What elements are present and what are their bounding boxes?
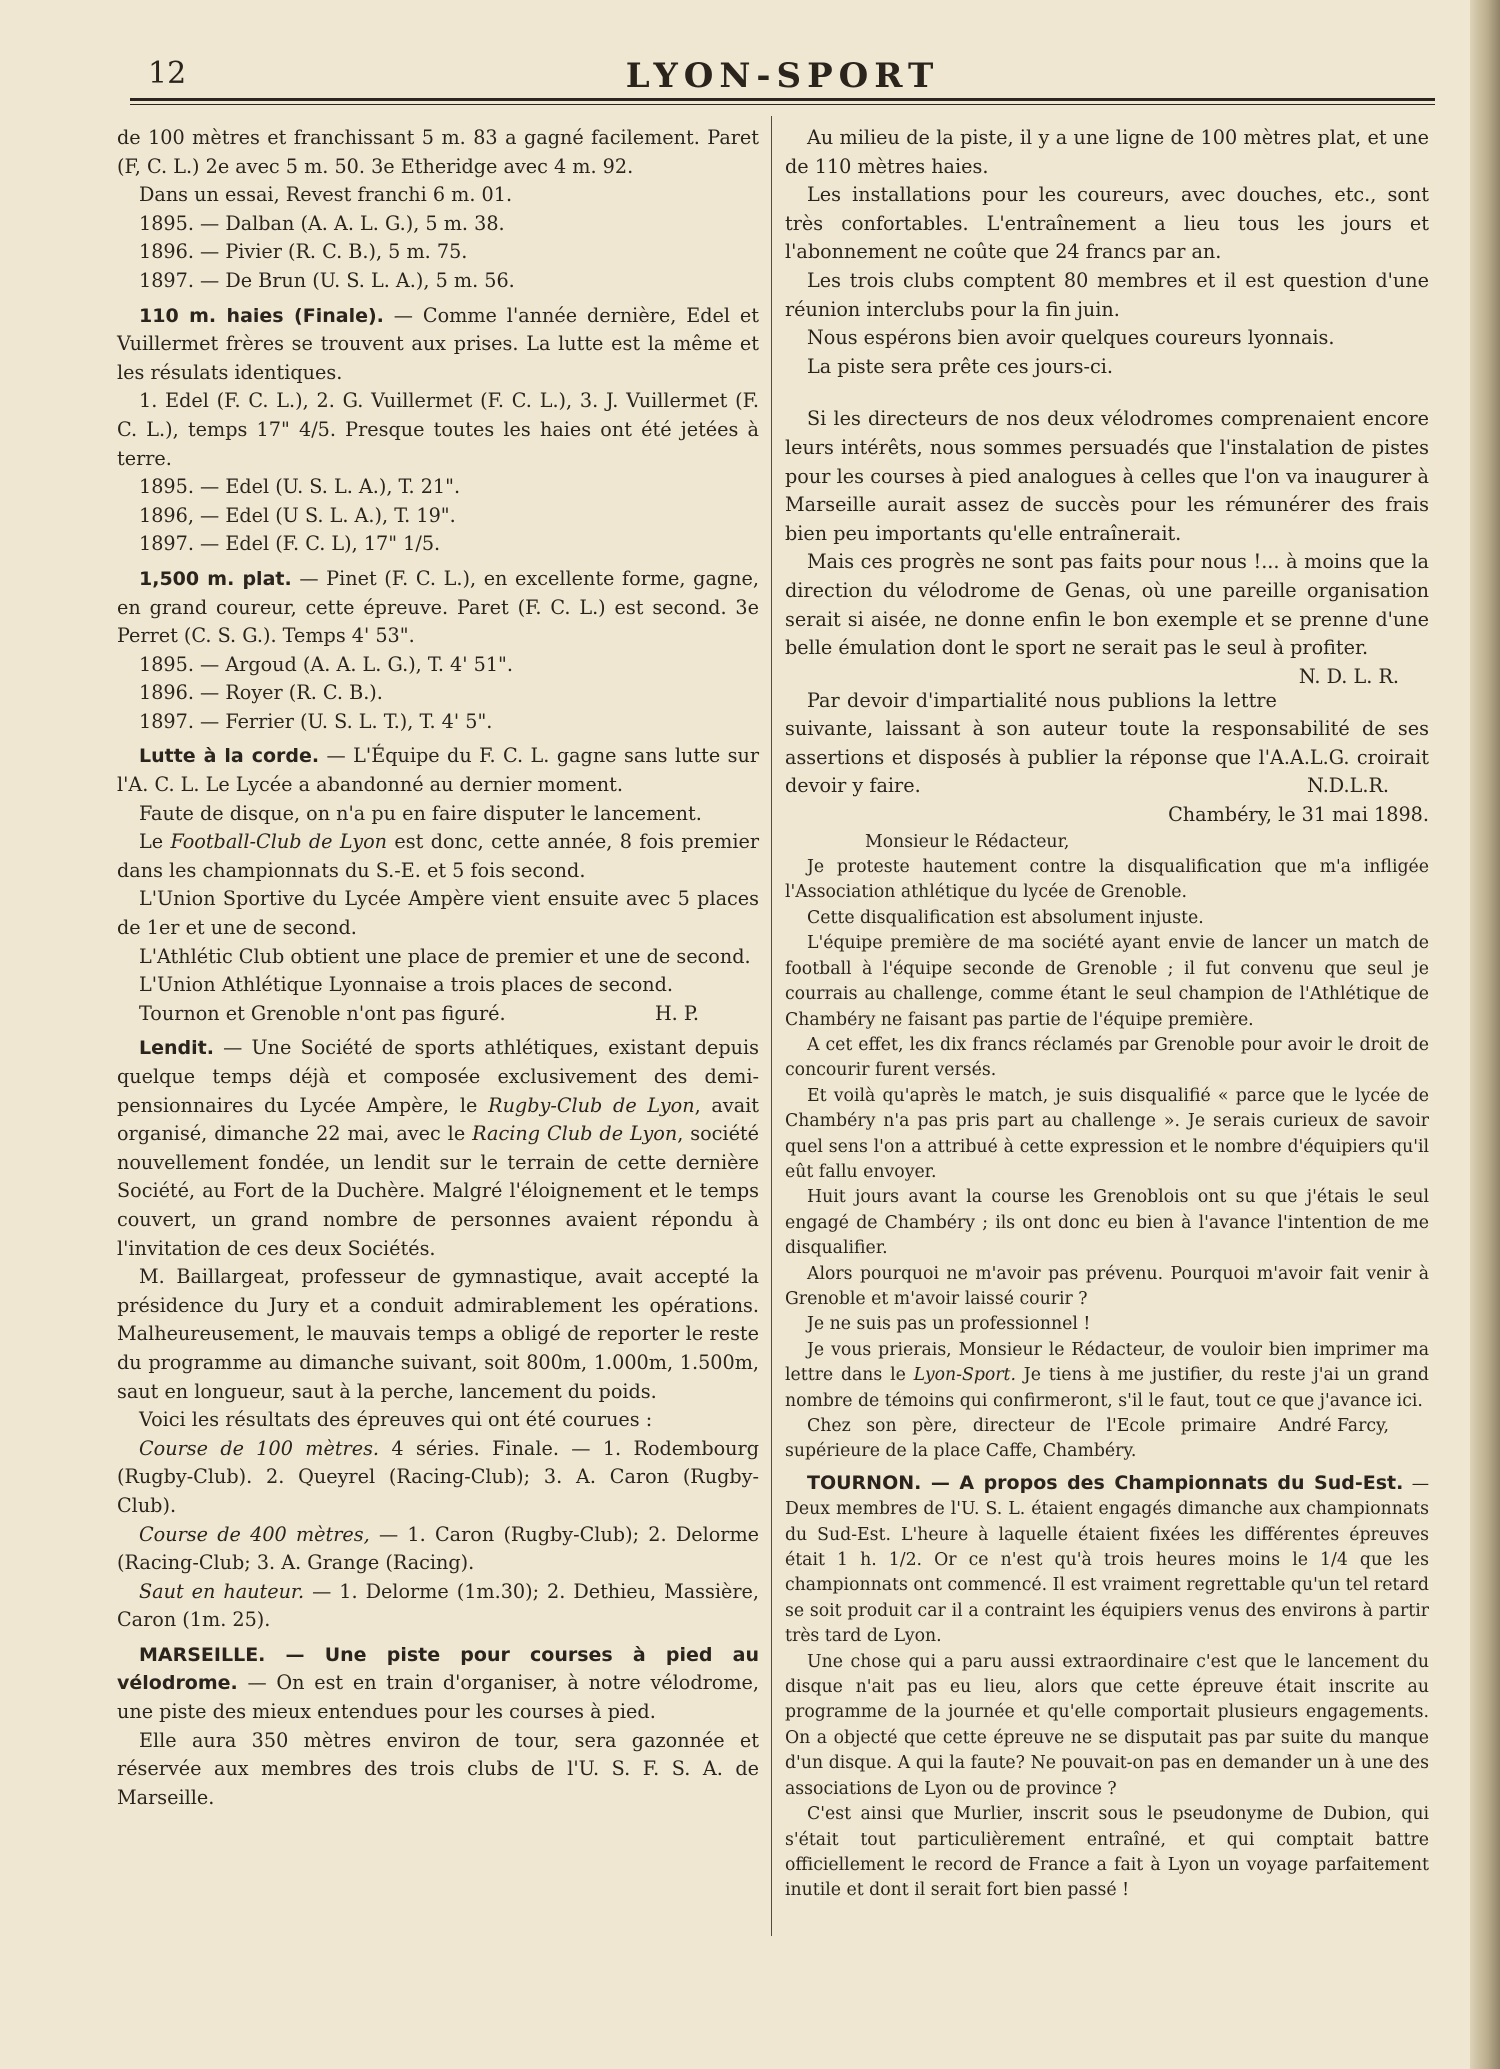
text-run: — Une Société de sports athlétiques, existant depuis quelque temps déjà et composée exclusivement des demi-pensionnaires du Lycée Ampère, le bbox=[117, 1036, 759, 1117]
paragraph: Les installations pour les coureurs, avec douches, etc., sont très confortables. L'entraînement a lieu tous les jours et l'abonnement ne coûte que 24 francs par an. bbox=[785, 183, 1429, 264]
text-run: 4 séries. Finale. — 1. Rodembourg (Rugby-Club). 2. Queyrel (Racing-Club); 3. A. Caron (Rugby-Club). bbox=[117, 1436, 759, 1517]
letter-paragraph: Je ne suis pas un professionnel ! bbox=[807, 1314, 1091, 1335]
result-saut-hauteur bbox=[117, 1578, 759, 1635]
letter-paragraph: L'équipe première de ma société ayant envie de lancer un match de football à l'équipe seconde de Grenoble ; il fut convenu que seul je courrais au challenge, comme étant le seul champion de l'Athlétique de Chambéry ne faisant pas partie de l'équipe première. bbox=[785, 933, 1429, 1030]
section-heading: 110 m. haies (Finale). bbox=[139, 304, 384, 327]
record-list bbox=[117, 651, 759, 737]
section-text: — Comme l'année dernière, Edel et Vuillermet frères se trouvent aux prises. La lutte est la même et les résulats identiques. bbox=[117, 303, 759, 384]
paragraph: Si les directeurs de nos deux vélodromes comprenaient encore leurs intérêts, nous sommes persuadés que l'instalation de pistes pour les courses à pied analogues à celles que l'on va inaugurer à Marseille aurait assez de succès pour les rémunérer des frais bien peu importants qu'elle entraînerait. bbox=[785, 407, 1429, 545]
paragraph bbox=[785, 687, 1429, 801]
letter bbox=[785, 830, 1429, 1904]
paragraph: Nous espérons bien avoir quelques coureurs lyonnais. bbox=[807, 326, 1335, 350]
text-run: , avait organisé, dimanche 22 mai, avec le bbox=[117, 1093, 759, 1146]
text-run: — 1. Caron (Rugby-Club); 2. Delorme (Racing-Club; 3. A. Grange (Racing). bbox=[117, 1522, 759, 1575]
paragraph: C'est ainsi que Murlier, inscrit sous le pseudonyme de Dubion, qui s'était tout particulièrement entraîné, et qui comptait battre officiellement le record de France a fait à Lyon un voyage parfaitement inutile et dont il serait fort bien passé ! bbox=[785, 1804, 1429, 1901]
paragraph: M. Baillargeat, professeur de gymnastique, avait accepté la présidence du Jury et a conduit admirablement les opérations. Malheureusement, le mauvais temps a obligé de reporter le reste du programme au dimanche suivant, soit 800m, 1.000m, 1.500m, saut en longueur, saut à la perche, lancement du poids. bbox=[117, 1265, 759, 1403]
record-line: 1896. — Royer (R. C. B.). bbox=[139, 681, 383, 705]
record-line: 1895. — Argoud (A. A. L. G.), T. 4' 51". bbox=[139, 652, 513, 676]
text-run: Tournon et Grenoble n'ont pas figuré. bbox=[139, 1001, 506, 1025]
section-110m-haies bbox=[117, 302, 759, 388]
paragraph: Au milieu de la piste, il y a une ligne de 100 mètres plat, et une de 110 mètres haies. bbox=[785, 126, 1429, 178]
letter-signature: André Farcy, bbox=[1278, 1416, 1389, 1436]
letter-address: Chez son père, directeur de l'Ecole primaire supérieure de la place Caffe, Chambéry. bbox=[785, 1416, 1257, 1462]
record-line: 1896. — Pivier (R. C. B.), 5 m. 75. bbox=[139, 240, 468, 264]
section-text: — Deux membres de l'U. S. L. étaient engagés dimanche aux championnats du Sud-Est. L'heure à laquelle étaient fixées les différentes épreuves était 1 h. 1/2. Or ce n'est qu'à trois heures moins le 1/4 que les championnats ont commencé. Il est vraiment regrettable qu'un tel retard se soit produit car il a contraint les équipiers venus des environs à partir très tard de Lyon. bbox=[785, 1473, 1429, 1647]
section-text: — On est en train d'organiser, à notre vélodrome, une piste des mieux entendues pour les courses à pied. bbox=[117, 1671, 759, 1724]
header-rule-thin bbox=[130, 104, 1435, 105]
journal-name: Lyon-Sport. bbox=[913, 1365, 1016, 1386]
event-name: Saut en hauteur. bbox=[139, 1579, 305, 1603]
record-line: 1895. — Edel (U. S. L. A.), T. 21". bbox=[139, 475, 461, 499]
journal-title: LYON-SPORT bbox=[625, 56, 940, 96]
paragraph: L'Athlétic Club obtient une place de premier et une de second. bbox=[139, 944, 751, 968]
paragraph: Elle aura 350 mètres environ de tour, sera gazonnée et réservée aux membres des trois clubs de l'U. S. F. S. A. de Marseille. bbox=[117, 1728, 759, 1809]
paragraph: de 100 mètres et franchissant 5 m. 83 a gagné facilement. Paret (F, C. L.) 2e avec 5 m. 50. 3e Etheridge avec 4 m. 92. bbox=[117, 126, 759, 178]
paragraph: Une chose qui a paru aussi extraordinaire c'est que le lancement du disque n'ait pas eu lieu, alors que cette épreuve était inscrite au programme de la journée et qu'elle comportait plusieurs engagements. On a objecté que cette épreuve ne se disputait pas par suite du manque d'un disque. A qui la faute? Ne pouvait-on pas en demander un à une des associations de Lyon ou de province ? bbox=[785, 1651, 1429, 1799]
letter-paragraph: Je proteste hautement contre la disqualification que m'a infligée l'Association athlétique du lycée de Grenoble. bbox=[785, 857, 1429, 903]
paragraph: 1. Edel (F. C. L.), 2. G. Vuillermet (F. C. L.), 3. J. Vuillermet (F. C. L.), temps 17" 4/5. Presque toutes les haies ont été jetées à terre. bbox=[117, 389, 759, 470]
record-line: 1896, — Edel (U S. L. A.), T. 19". bbox=[139, 503, 456, 527]
paragraph bbox=[117, 1000, 759, 1029]
dateline: Chambéry, le 31 mai 1898. bbox=[1168, 803, 1429, 827]
left-column bbox=[117, 124, 759, 1812]
author-signature: H. P. bbox=[654, 1001, 699, 1025]
paragraph: Voici les résultats des épreuves qui ont été courues : bbox=[139, 1408, 653, 1432]
section-heading: MARSEILLE. — Une piste pour courses à pied au vélodrome. bbox=[117, 1643, 759, 1695]
record-line: 1895. — Dalban (A. A. L. G.), 5 m. 38. bbox=[139, 211, 505, 235]
editor-signature: N.D.L.R. bbox=[1307, 774, 1389, 798]
section-marseille bbox=[117, 1641, 759, 1727]
salutation: Monsieur le Rédacteur, bbox=[865, 831, 1070, 852]
club-name: Football-Club de Lyon bbox=[170, 830, 388, 854]
section-1500m-plat bbox=[117, 565, 759, 651]
right-column bbox=[785, 124, 1429, 1904]
section-lutte-corde bbox=[117, 742, 759, 799]
page-number: 12 bbox=[148, 56, 187, 91]
column-divider bbox=[771, 116, 772, 1936]
section-text: — L'Équipe du F. C. L. gagne sans lutte sur l'A. C. L. Le Lycée a abandonné au dernier moment. bbox=[117, 744, 759, 797]
text-run: , société nouvellement fondée, un lendit sur le terrain de cette dernière Société, au Fort de la Duchère. Malgré l'éloignement et le temps couvert, un grand nombre de personnes avaient répondu à l'invitation de ces deux Sociétés. bbox=[117, 1122, 759, 1260]
paragraph: L'Union Athlétique Lyonnaise a trois places de second. bbox=[139, 973, 674, 997]
record-line: 1897. — De Brun (U. S. L. A.), 5 m. 56. bbox=[139, 268, 515, 292]
section-heading: Lutte à la corde. bbox=[139, 745, 320, 768]
event-name: Course de 100 mètres. bbox=[139, 1436, 380, 1460]
text-run: — 1. Delorme (1m.30); 2. Dethieu, Massière, Caron (1m. 25). bbox=[117, 1579, 759, 1632]
paragraph: L'Union Sportive du Lycée Ampère vient ensuite avec 5 places de 1er et une de second. bbox=[117, 887, 759, 940]
club-name: Rugby-Club de Lyon bbox=[488, 1093, 695, 1117]
section-heading: TOURNON. — A propos des Championnats du Sud-Est. bbox=[807, 1471, 1404, 1494]
text-run: Le bbox=[139, 830, 171, 854]
letter-paragraph: Et voilà qu'après le match, je suis disqualifié « parce que le lycée de Chambéry n'a pas pris part au challenge ». Je serais curieux de savoir quel sens l'on a attribué à cette expression et le nombre d'équipiers qu'il eût fallu envoyer. bbox=[785, 1085, 1429, 1182]
text-run: Je vous prierais, Monsieur le Rédacteur, de vouloir bien imprimer ma lettre dans le bbox=[785, 1339, 1429, 1386]
paragraph bbox=[785, 548, 1429, 688]
event-name: Course de 400 mètres, bbox=[139, 1522, 370, 1546]
text-run: Je tiens à me justifier, du reste j'ai un grand nombre de témoins qui confirmeront, s'il le faut, tout ce que j'avance ici. bbox=[785, 1365, 1429, 1411]
record-line: 1897. — Edel (F. C. L), 17" 1/5. bbox=[139, 532, 441, 556]
page-edge bbox=[1470, 0, 1500, 2069]
paragraph: La piste sera prête ces jours-ci. bbox=[807, 354, 1113, 378]
section-text: — Pinet (F. C. L.), en excellente forme, gagne, en grand coureur, cette épreuve. Paret (F. C. L.) est second. 3e Perret (C. S. G.). Temps 4' 53". bbox=[117, 566, 759, 648]
paragraph: Dans un essai, Revest franchi 6 m. 01. bbox=[139, 183, 513, 207]
section-heading: Lendit. bbox=[139, 1037, 214, 1060]
paragraph: Faute de disque, on n'a pu en faire disputer le lancement. bbox=[139, 801, 702, 825]
text-run: est donc, cette année, 8 fois premier dans les championnats du S.-E. et 5 fois second. bbox=[117, 830, 759, 882]
paragraph bbox=[117, 828, 759, 885]
page-header bbox=[130, 56, 1435, 106]
section-lendit bbox=[117, 1034, 759, 1263]
section-tournon bbox=[785, 1471, 1429, 1650]
result-course-400 bbox=[117, 1521, 759, 1578]
letter-paragraph: A cet effet, les dix francs réclamés par Grenoble pour avoir le droit de concourir furent versés. bbox=[785, 1034, 1429, 1081]
record-line: 1897. — Ferrier (U. S. L. T.), T. 4' 5". bbox=[139, 709, 493, 733]
editor-signature: N. D. L. R. bbox=[1298, 664, 1399, 688]
record-list bbox=[117, 473, 759, 559]
result-course-100 bbox=[117, 1435, 759, 1521]
letter-paragraph bbox=[785, 1338, 1429, 1436]
header-rule-thick bbox=[130, 98, 1435, 101]
club-name: Racing Club de Lyon bbox=[472, 1122, 678, 1146]
section-heading: 1,500 m. plat. bbox=[139, 567, 292, 590]
text-run: Par devoir d'impartialité nous publions la lettre suivante, laissant à son auteur toute la responsabilité de ses assertions et disposés à publier la réponse que l'A.A.L.G. croirait devoir y faire. bbox=[785, 688, 1429, 798]
letter-paragraph: Cette disqualification est absolument injuste. bbox=[807, 907, 1204, 928]
letter-paragraph: Huit jours avant la course les Grenoblois ont su que j'étais le seul engagé de Chambéry ; ils ont donc eu bien à l'avance l'intention de me disqualifier. bbox=[785, 1187, 1429, 1259]
paragraph: Les trois clubs comptent 80 membres et il est question d'une réunion interclubs pour la fin juin. bbox=[785, 268, 1429, 321]
letter-paragraph: Alors pourquoi ne m'avoir pas prévenu. Pourquoi m'avoir fait venir à Grenoble et m'avoir laissé courir ? bbox=[785, 1263, 1429, 1309]
text-run: Mais ces progrès ne sont pas faits pour nous !... à moins que la direction du vélodrome de Genas, où une pareille organisation serait si aisée, ne donne enfin le bon exemple et se prenne d'une belle émulation dont le sport ne serait pas le seul à profiter. bbox=[785, 550, 1429, 660]
record-list bbox=[117, 210, 759, 296]
